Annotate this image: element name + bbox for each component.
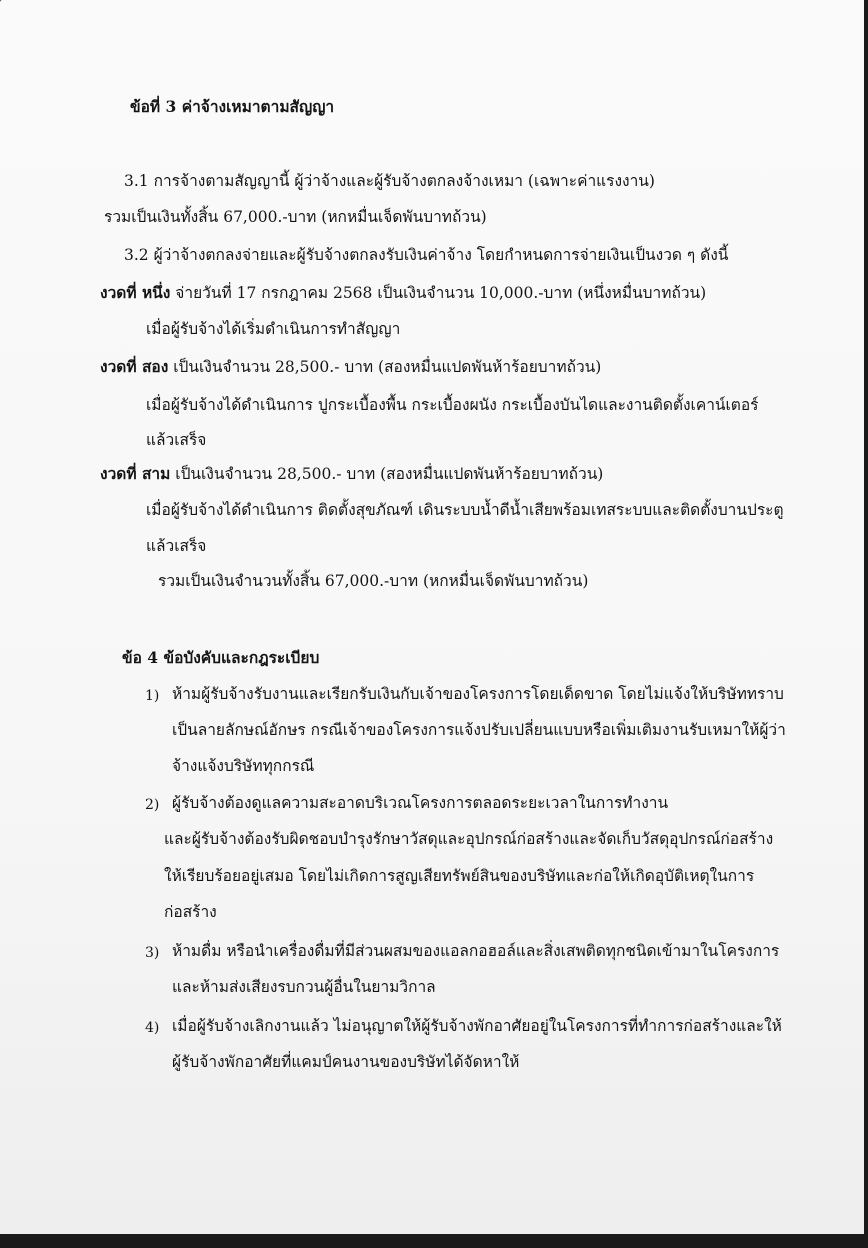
- clause-3-1-line-2: รวมเป็นเงินทั้งสิ้น 67,000.-บาท (หกหมื่นเจ็ดพันบาทถ้วน): [104, 208, 487, 226]
- installment-1-condition: เมื่อผู้รับจ้างได้เริ่มดำเนินการทำสัญญา: [146, 320, 401, 338]
- rule-1-line-1: ห้ามผู้รับจ้างรับงานและเรียกรับเงินกับเจ้าของโครงการโดยเด็ดขาด โดยไม่แจ้งให้บริษัททราบ: [172, 685, 784, 703]
- rule-2-line-2: และผู้รับจ้างต้องรับผิดชอบบำรุงรักษาวัสดุและอุปกรณ์ก่อสร้างและจัดเก็บวัสดุอุปกรณ์ก่อสร้าง: [164, 830, 774, 848]
- installment-1-text: จ่ายวันที่ 17 กรกฎาคม 2568 เป็นเงินจำนวน 10,000.-บาท (หนึ่งหมื่นบาทถ้วน): [175, 284, 707, 302]
- installment-2-condition-2: แล้วเสร็จ: [146, 431, 207, 449]
- installment-1-label: งวดที่ หนึ่ง: [100, 283, 171, 302]
- installment-3-label: งวดที่ สาม: [100, 464, 171, 483]
- rule-4-line-1: เมื่อผู้รับจ้างเลิกงานแล้ว ไม่อนุญาตให้ผู้รับจ้างพักอาศัยอยู่ในโครงการที่ทำการก่อสร้างและให้: [172, 1017, 782, 1035]
- rule-3-line-1: ห้ามดื่ม หรือนำเครื่องดื่มที่มีส่วนผสมของแอลกอฮอล์และสิ่งเสพติดทุกชนิดเข้ามาในโครงการ: [172, 942, 780, 960]
- rule-4-line-2: ผู้รับจ้างพักอาศัยที่แคมป์คนงานของบริษัทได้จัดหาให้: [172, 1053, 520, 1071]
- installment-2-label: งวดที่ สอง: [100, 357, 169, 376]
- rule-3-line-2: และห้ามส่งเสียงรบกวนผู้อื่นในยามวิกาล: [172, 978, 436, 996]
- rule-1-line-3: จ้างแจ้งบริษัททุกกรณี: [172, 757, 315, 775]
- installment-3-condition-1: เมื่อผู้รับจ้างได้ดำเนินการ ติดตั้งสุขภัณฑ์ เดินระบบน้ำดีน้ำเสียพร้อมเทสระบบและติดตั้งบานประตู: [146, 501, 784, 519]
- rule-3-number: 3): [145, 945, 160, 961]
- installment-3-condition-2: แล้วเสร็จ: [146, 537, 207, 555]
- grand-total-line: รวมเป็นเงินจำนวนทั้งสิ้น 67,000.-บาท (หกหมื่นเจ็ดพันบาทถ้วน): [158, 572, 589, 590]
- installment-3-line: [100, 464, 603, 484]
- installment-1-line: [100, 283, 706, 303]
- section-3-heading: ข้อที่ 3 ค่าจ้างเหมาตามสัญญา: [130, 97, 335, 116]
- installment-2-condition-1: เมื่อผู้รับจ้างได้ดำเนินการ ปูกระเบื้องพื้น กระเบื้องผนัง กระเบื้องบันไดและงานติดตั้งเคาน์เตอร์: [146, 396, 759, 414]
- rule-2-number: 2): [145, 797, 160, 813]
- installment-3-text: เป็นเงินจำนวน 28,500.- บาท (สองหมื่นแปดพันห้าร้อยบาทถ้วน): [175, 465, 604, 483]
- rule-2-line-1: ผู้รับจ้างต้องดูแลความสะอาดบริเวณโครงการตลอดระยะเวลาในการทำงาน: [172, 794, 669, 812]
- rule-2-line-3: ให้เรียบร้อยอยู่เสมอ โดยไม่เกิดการสูญเสียทรัพย์สินของบริษัทและก่อให้เกิดอุบัติเหตุในการ: [164, 867, 755, 885]
- clause-3-1-line-1: 3.1 การจ้างตามสัญญานี้ ผู้ว่าจ้างและผู้รับจ้างตกลงจ้างเหมา (เฉพาะค่าแรงงาน): [124, 172, 655, 190]
- installment-2-text: เป็นเงินจำนวน 28,500.- บาท (สองหมื่นแปดพันห้าร้อยบาทถ้วน): [173, 358, 602, 376]
- section-4-heading: ข้อ 4 ข้อบังคับและกฎระเบียบ: [122, 648, 320, 667]
- rule-2-line-4: ก่อสร้าง: [164, 903, 217, 921]
- rule-4-number: 4): [145, 1020, 160, 1036]
- installment-2-line: [100, 357, 601, 377]
- rule-1-number: 1): [145, 688, 160, 704]
- clause-3-2-line: 3.2 ผู้ว่าจ้างตกลงจ่ายและผู้รับจ้างตกลงรับเงินค่าจ้าง โดยกำหนดการจ่ายเงินเป็นงวด ๆ ดังนี้: [124, 246, 729, 264]
- rule-1-line-2: เป็นลายลักษณ์อักษร กรณีเจ้าของโครงการแจ้งปรับเปลี่ยนแบบหรือเพิ่มเติมงานรับเหมาให้ผู้ว่า: [172, 721, 786, 739]
